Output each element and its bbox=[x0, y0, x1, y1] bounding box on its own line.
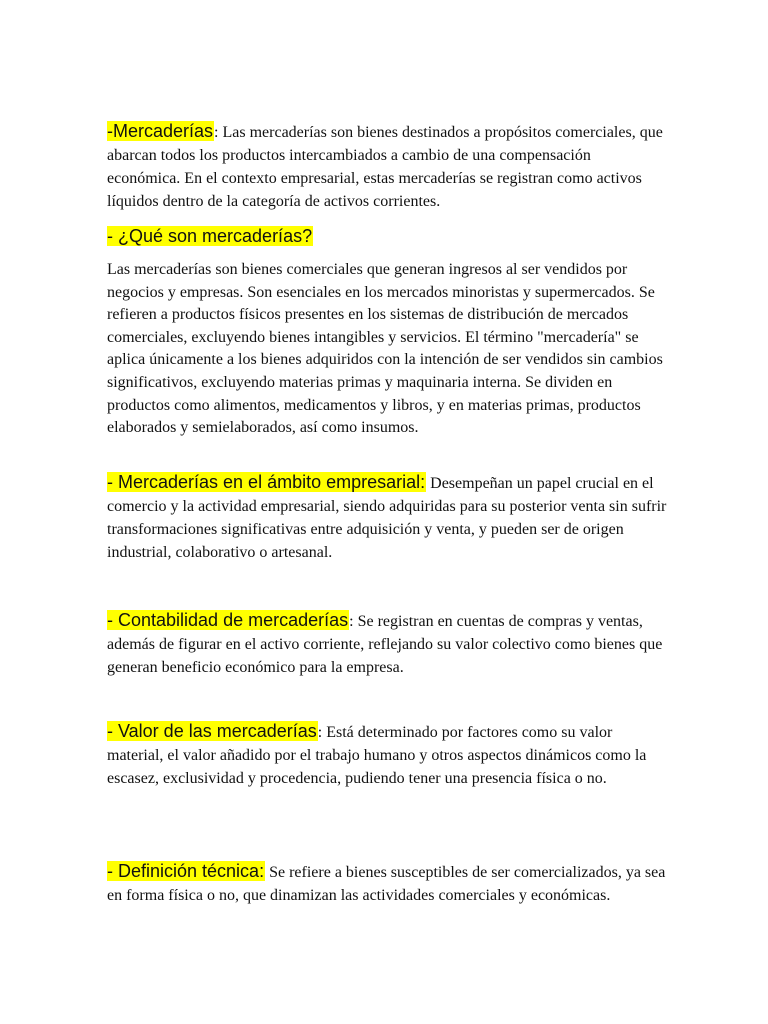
section-body: Las mercaderías son bienes destinados a propósitos comerciales, que abarcan todos los productos intercambiados a cambio de una compensación económica. En el contexto empresarial, estas mercaderías se registran como activos líquidos dentro de la categoría de activos corrientes. bbox=[107, 124, 663, 210]
section-que-son-heading-wrap bbox=[107, 224, 313, 248]
section-heading: - Mercaderías en el ámbito empresarial: bbox=[107, 472, 426, 492]
section-heading: - ¿Qué son mercaderías? bbox=[107, 226, 313, 246]
section-heading: - Valor de las mercaderías bbox=[107, 721, 317, 741]
section-contabilidad bbox=[107, 609, 667, 679]
section-body: Está determinado por factores como su valor material, el valor añadido por el trabajo humano y otros aspectos dinámicos como la escasez, exclusividad y procedencia, pudiendo tener una presencia física o no. bbox=[107, 724, 647, 787]
heading-colon: : bbox=[214, 124, 219, 141]
section-valor bbox=[107, 720, 667, 790]
section-mercaderias bbox=[107, 120, 667, 213]
heading-colon: : bbox=[317, 724, 323, 741]
section-definicion-tecnica bbox=[107, 860, 667, 907]
section-body: Se refiere a bienes susceptibles de ser comercializados, ya sea en forma física o no, que dinamizan las actividades comerciales y económicas. bbox=[107, 864, 666, 904]
section-heading: -Mercaderías bbox=[107, 121, 214, 141]
section-ambito-empresarial bbox=[107, 471, 667, 564]
section-body: Las mercaderías son bienes comerciales que generan ingresos al ser vendidos por negocios y empresas. Son esenciales en los mercados minoristas y supermercados. Se refieren a productos físicos presentes en los sistemas de distribución de mercados comerciales, excluyendo bienes intangibles y servicios. El término "mercadería" se aplica únicamente a los bienes adquiridos con la intención de ser vendidos sin cambios significativos, excluyendo materias primas y maquinaria interna. Se dividen en productos como alimentos, medicamentos y libros, y en materias primas, productos elaborados y semielaborados, así como insumos. bbox=[107, 261, 663, 437]
section-heading: - Definición técnica: bbox=[107, 861, 265, 881]
heading-colon: : bbox=[349, 613, 354, 630]
section-heading: - Contabilidad de mercaderías bbox=[107, 610, 349, 630]
section-body: Desempeñan un papel crucial en el comercio y la actividad empresarial, siendo adquiridas para su posterior venta sin sufrir transformaciones significativas entre adquisición y venta, y pueden ser de origen industrial, colaborativo o artesanal. bbox=[107, 475, 667, 561]
section-body: Se registran en cuentas de compras y ventas, además de figurar en el activo corriente, reflejando su valor colectivo como bienes que generan beneficio económico para la empresa. bbox=[107, 613, 663, 676]
section-que-son-body bbox=[107, 259, 667, 440]
